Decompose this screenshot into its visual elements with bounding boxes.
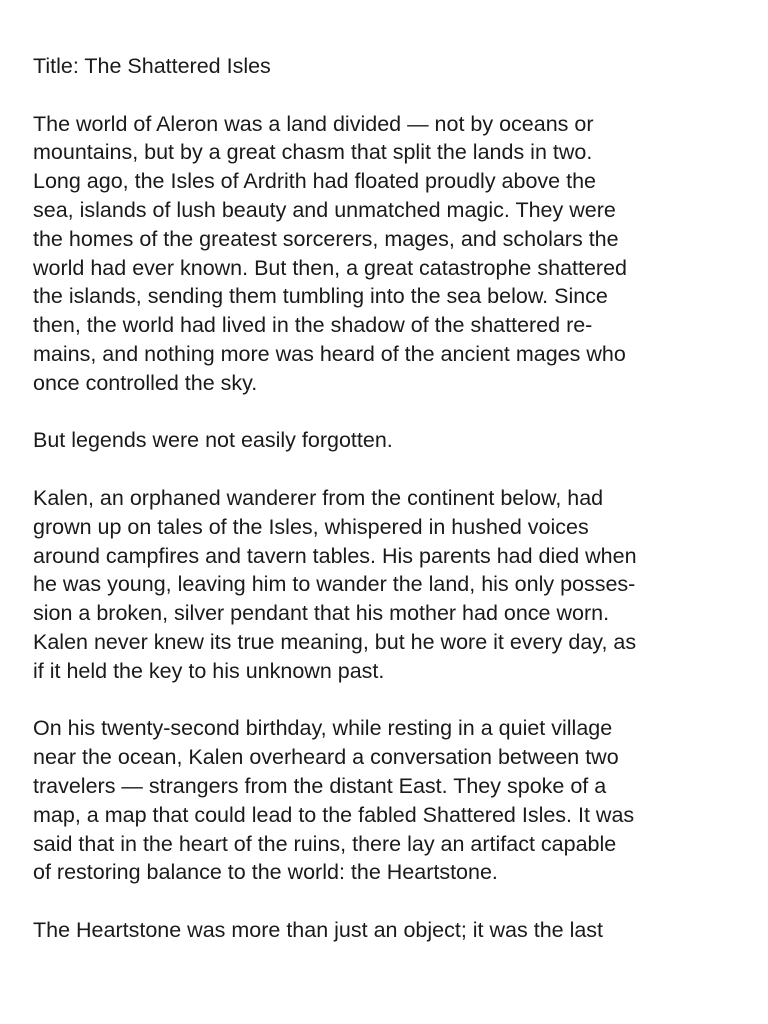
- paragraph: [33, 426, 753, 455]
- text-line: the homes of the greatest sorcerers, mages, and scholars the: [33, 226, 619, 251]
- text-line: world had ever known. But then, a great catastrophe shattered: [33, 255, 628, 280]
- document-page: [33, 52, 753, 974]
- text-line: then, the world had lived in the shadow of the shattered re-: [33, 313, 593, 338]
- text-line: around campfires and tavern tables. His parents had died when: [33, 543, 637, 568]
- text-line: near the ocean, Kalen overheard a conversation between two: [33, 745, 619, 770]
- text-line: mains, and nothing more was heard of the ancient mages who: [33, 341, 626, 366]
- text-line: Kalen never knew its true meaning, but he wore it every day, as: [33, 629, 637, 654]
- text-line: of restoring balance to the world: the Heartstone.: [33, 860, 498, 885]
- paragraph: [33, 916, 753, 945]
- text-line: mountains, but by a great chasm that split the lands in two.: [33, 140, 593, 165]
- text-line: The world of Aleron was a land divided — not by oceans or: [33, 111, 594, 136]
- paragraph: [33, 484, 753, 686]
- text-line: But legends were not easily forgotten.: [33, 428, 393, 453]
- text-line: the islands, sending them tumbling into the sea below. Since: [33, 284, 608, 309]
- text-line: if it held the key to his unknown past.: [33, 658, 385, 683]
- text-line: once controlled the sky.: [33, 370, 258, 395]
- text-line: grown up on tales of the Isles, whispered in hushed voices: [33, 514, 589, 539]
- document-title: Title: The Shattered Isles: [33, 54, 271, 78]
- text-line: travelers — strangers from the distant East. They spoke of a: [33, 773, 607, 798]
- text-line: Kalen, an orphaned wanderer from the continent below, had: [33, 485, 604, 510]
- text-line: sion a broken, silver pendant that his mother had once worn.: [33, 601, 610, 626]
- text-line: sea, islands of lush beauty and unmatched magic. They were: [33, 197, 616, 222]
- text-line: The Heartstone was more than just an object; it was the last: [33, 917, 604, 942]
- text-line: he was young, leaving him to wander the land, his only posses-: [33, 572, 636, 597]
- text-line: map, a map that could lead to the fabled Shattered Isles. It was: [33, 802, 635, 827]
- text-line: Long ago, the Isles of Ardrith had floated proudly above the: [33, 169, 596, 194]
- paragraph: [33, 714, 753, 887]
- text-line: On his twenty-second birthday, while resting in a quiet village: [33, 716, 613, 741]
- text-line: said that in the heart of the ruins, there lay an artifact capable: [33, 831, 617, 856]
- paragraph: [33, 110, 753, 398]
